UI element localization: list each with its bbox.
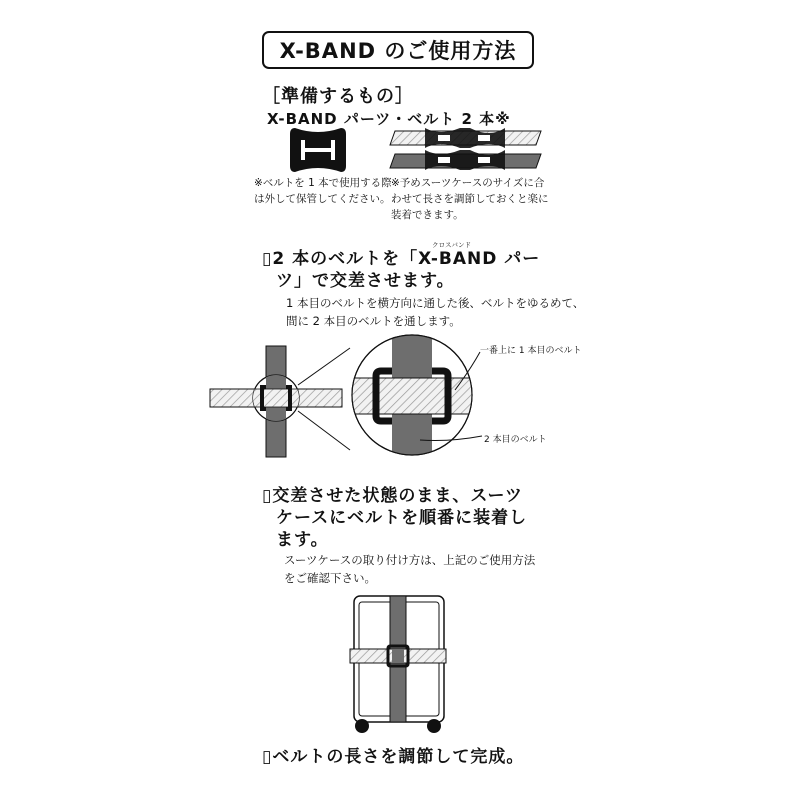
step1-body: 1 本目のベルトを横方向に通した後、ベルトをゆるめて、間に 2 本目のベルトを通します。 — [286, 296, 585, 328]
callout-first-belt: 一番上に 1 本目のベルト — [480, 346, 582, 356]
prep-note-left: ※ベルトを 1 本で使用する際は外して保管してください。 — [254, 177, 392, 205]
prep-heading: ［準備するもの］ — [262, 86, 414, 107]
prep-note-right: ※予めスーツケースのサイズに合わせて長さを調節しておくと楽に装着できます。 — [391, 177, 549, 221]
step1-heading-text1: 2 本のベルトを「X-BAND パー — [272, 249, 541, 269]
cross-diagram-small — [210, 346, 350, 457]
step3-marker: ▯ — [262, 747, 273, 767]
page-title-text: X-BAND のご使用方法 — [279, 39, 517, 63]
belts-icon — [390, 128, 541, 170]
step2-marker: ▯ — [262, 486, 273, 506]
xband-part-icon — [290, 128, 346, 172]
step2-heading-text3: ます。 — [276, 530, 329, 550]
callout-second-belt: 2 本目のベルト — [484, 435, 547, 445]
step1-heading-line2: ツ」で交差させます。 — [276, 271, 455, 291]
step2-heading-text2: ケースにベルトを順番に装着し — [276, 508, 528, 528]
step2-body: スーツケースの取り付け方は、上記のご使用方法をご確認下さい。 — [284, 553, 536, 585]
step1-marker: ▯ — [262, 249, 273, 269]
step3-heading-text: ベルトの長さを調節して完成。 — [272, 747, 525, 767]
step1-ruby: クロスバンド — [432, 241, 471, 249]
step2-heading-text1: 交差させた状態のまま、スーツ — [272, 486, 523, 506]
cross-diagram-zoom — [340, 330, 482, 460]
prep-subheading: X-BAND パーツ・ベルト 2 本※ — [267, 110, 511, 128]
suitcase-illustration — [350, 596, 446, 733]
